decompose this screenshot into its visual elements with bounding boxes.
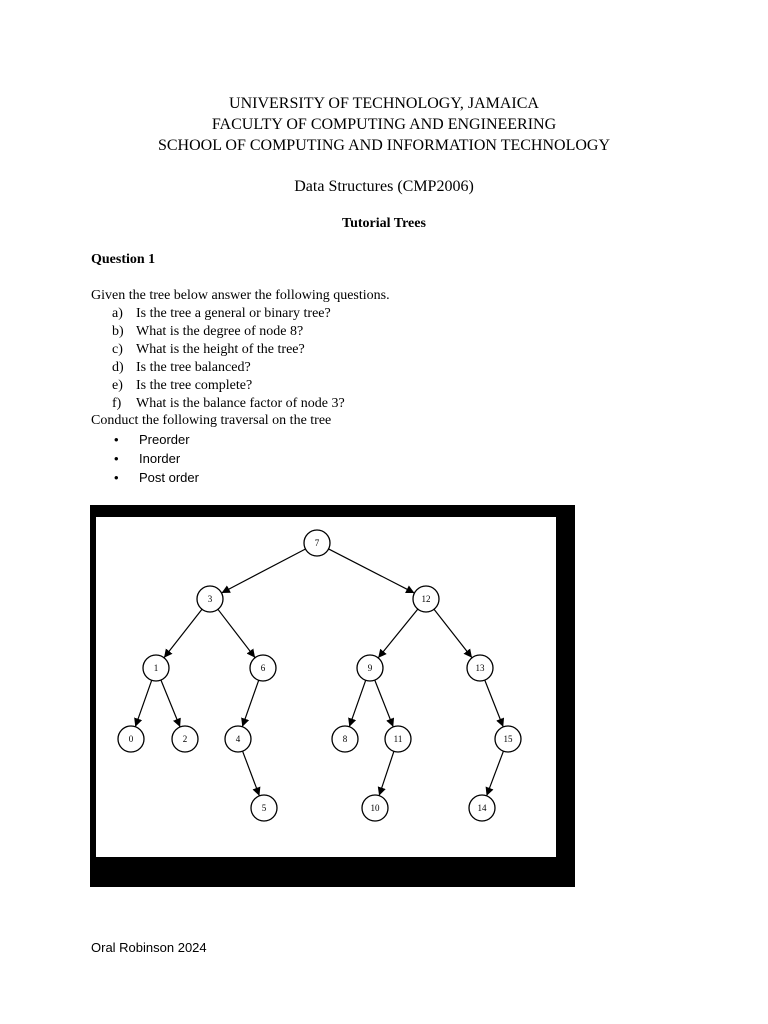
header-faculty: FACULTY OF COMPUTING AND ENGINEERING	[211, 116, 557, 133]
traversal-item: • Inorder	[114, 451, 181, 466]
traversal-list	[114, 430, 199, 487]
tree-node-label: 13	[475, 663, 485, 673]
question-item: f) What is the balance factor of node 3?	[112, 396, 345, 411]
tree-node-6	[250, 655, 276, 681]
bullet-icon: •	[114, 432, 119, 447]
bullet-icon: •	[114, 451, 119, 466]
question-list	[112, 305, 345, 413]
tree-node-label: 9	[367, 663, 373, 673]
tree-node-7	[304, 530, 330, 556]
question-item: a) Is the tree a general or binary tree?	[112, 306, 331, 321]
tree-node-5	[251, 795, 277, 821]
tree-node-label: 3	[207, 594, 213, 604]
tree-node-12	[413, 586, 439, 612]
traversal-item: • Preorder	[114, 432, 190, 447]
tree-node-label: 6	[260, 663, 266, 673]
question-item: e) Is the tree complete?	[112, 378, 253, 393]
question-item: c) What is the height of the tree?	[112, 342, 305, 357]
tree-node-0	[118, 726, 144, 752]
header-school: SCHOOL OF COMPUTING AND INFORMATION TECHNOLOGY	[157, 137, 611, 154]
course-title: Data Structures (CMP2006)	[294, 178, 474, 195]
bullet-icon: •	[114, 470, 119, 485]
tree-node-label: 15	[503, 734, 513, 744]
tree-node-15	[495, 726, 521, 752]
question-item: d) Is the tree balanced?	[112, 360, 251, 375]
tutorial-subtitle: Tutorial Trees	[342, 216, 426, 231]
traversal-intro: Conduct the following traversal on the tree	[91, 413, 332, 428]
tree-node-label: 7	[314, 538, 320, 548]
tree-figure	[90, 505, 575, 887]
tree-node-label: 8	[342, 734, 348, 744]
tree-node-label: 4	[235, 734, 241, 744]
question-intro: Given the tree below answer the following questions.	[91, 288, 390, 303]
header-university: UNIVERSITY OF TECHNOLOGY, JAMAICA	[229, 95, 539, 112]
tree-node-1	[143, 655, 169, 681]
tree-node-9	[357, 655, 383, 681]
tree-node-13	[467, 655, 493, 681]
tree-node-8	[332, 726, 358, 752]
tree-node-10	[362, 795, 388, 821]
binary-tree-diagram	[96, 517, 556, 857]
tree-node-label: 14	[477, 803, 487, 813]
question-heading: Question 1	[91, 252, 156, 267]
tree-node-label: 2	[182, 734, 188, 744]
tree-node-11	[385, 726, 411, 752]
footer-author: Oral Robinson 2024	[91, 940, 207, 955]
tree-node-label: 5	[261, 803, 267, 813]
question-item: b) What is the degree of node 8?	[112, 324, 304, 339]
tree-node-label: 11	[393, 734, 403, 744]
tree-node-label: 0	[128, 734, 134, 744]
tree-node-label: 10	[370, 803, 380, 813]
traversal-item: • Post order	[114, 470, 199, 485]
tree-node-label: 1	[153, 663, 159, 673]
tree-node-label: 12	[421, 594, 431, 604]
tree-node-4	[225, 726, 251, 752]
tree-node-14	[469, 795, 495, 821]
tree-node-2	[172, 726, 198, 752]
tree-node-3	[197, 586, 223, 612]
